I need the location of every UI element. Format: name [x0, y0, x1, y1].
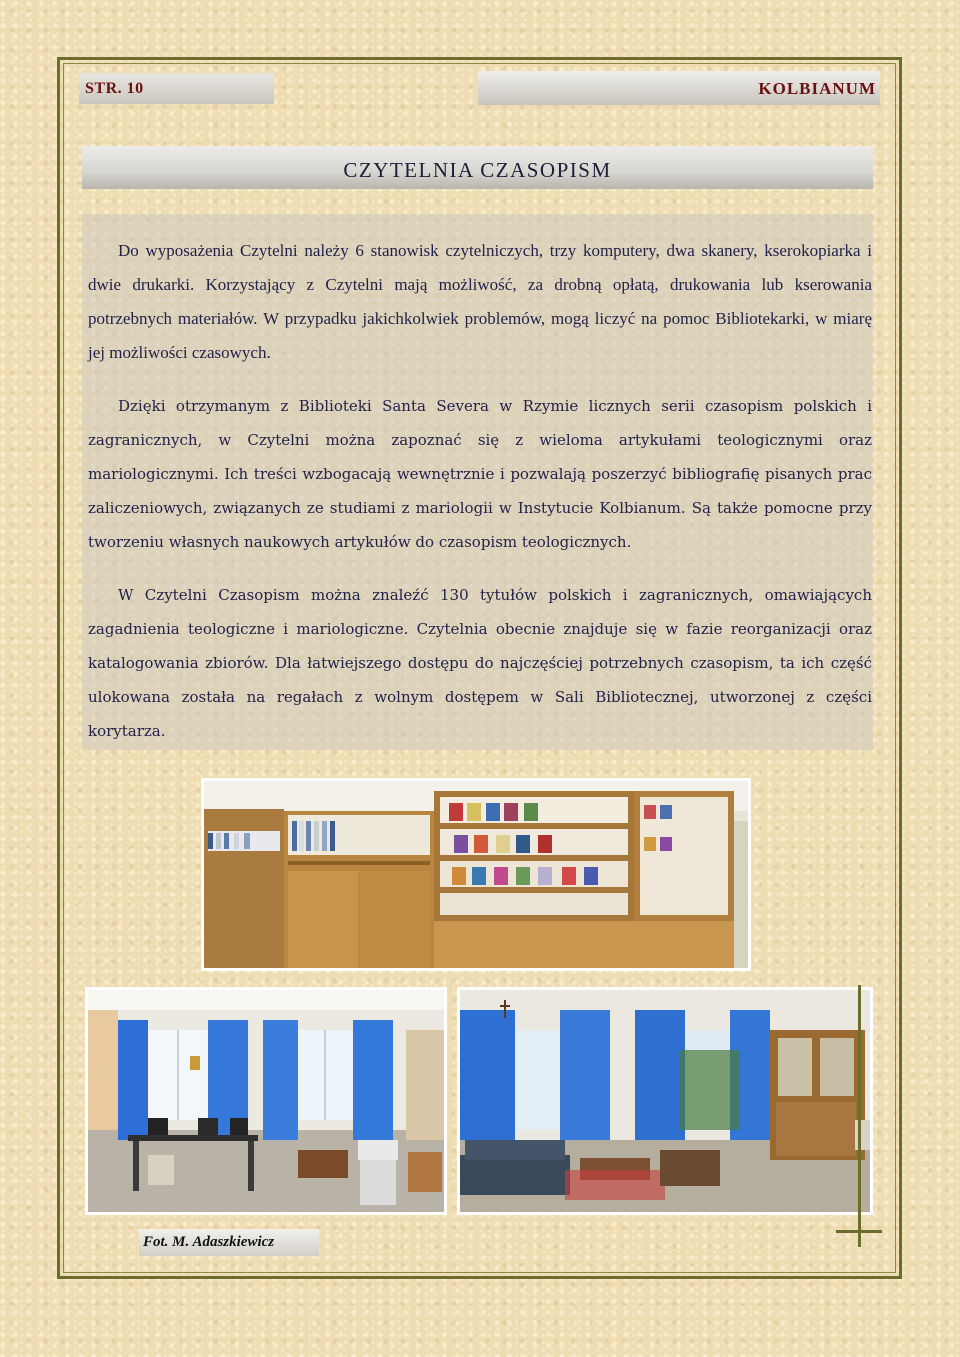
page-number-tab — [79, 73, 274, 104]
decorative-horizontal-line — [836, 1230, 882, 1233]
photo-credit: Fot. M. Adaszkiewicz — [143, 1234, 275, 1250]
paragraph-equipment: Do wyposażenia Czytelni należy 6 stanowisk czytelniczych, trzy komputery, dwa skanery, kserokopiarka i dwie drukarki. Korzystający z Czytelni mają możliwość, za drobną opłatą, drukowania lub kserowania potrzebnych materiałów. W przypadku jakichkolwiek problemów, mogą liczyć na pomoc Bibliotekarki, w miarę jej możliwości czasowych. — [88, 241, 872, 362]
article-title-bar — [82, 146, 873, 189]
computer-room-photo — [85, 987, 447, 1215]
decorative-vertical-line — [858, 985, 861, 1247]
page-number: STR. 10 — [85, 80, 144, 97]
reading-room-photo — [457, 987, 873, 1215]
paragraph-journals: Dzięki otrzymanym z Biblioteki Santa Severa w Rzymie licznych serii czasopism polskich i zagranicznych, w Czytelni można zapoznać się z wieloma artykułami teologicznymi oraz mariologicznymi. Ich treści wzbogacają wewnętrznie i pozwalają poszerzyć bibliografię pisanych prac zaliczeniowych, związanych ze studiami z mariologii w Instytucie Kolbianum. Są także pomocne przy tworzeniu własnych naukowych artykułów do czasopism teologicznych. — [88, 397, 872, 551]
paragraph-collection: W Czytelni Czasopism można znaleźć 130 tytułów polskich i zagranicznych, omawiających zagadnienia teologiczne i mariologiczne. Czytelnia obecnie znajduje się w fazie reorganizacji oraz katalogowania zbiorów. Dla łatwiejszego dostępu do najczęściej potrzebnych czasopism, ta ich część ulokowana została na regałach z wolnym dostępem w Sali Bibliotecznej, utworzonej z części korytarza. — [88, 586, 872, 740]
bookshelf-photo — [201, 778, 751, 971]
publication-name: KOLBIANUM — [758, 79, 876, 98]
photo-caption-tab — [139, 1229, 319, 1256]
publication-tab — [478, 71, 880, 105]
article-title: CZYTELNIA CZASOPISM — [343, 158, 612, 182]
